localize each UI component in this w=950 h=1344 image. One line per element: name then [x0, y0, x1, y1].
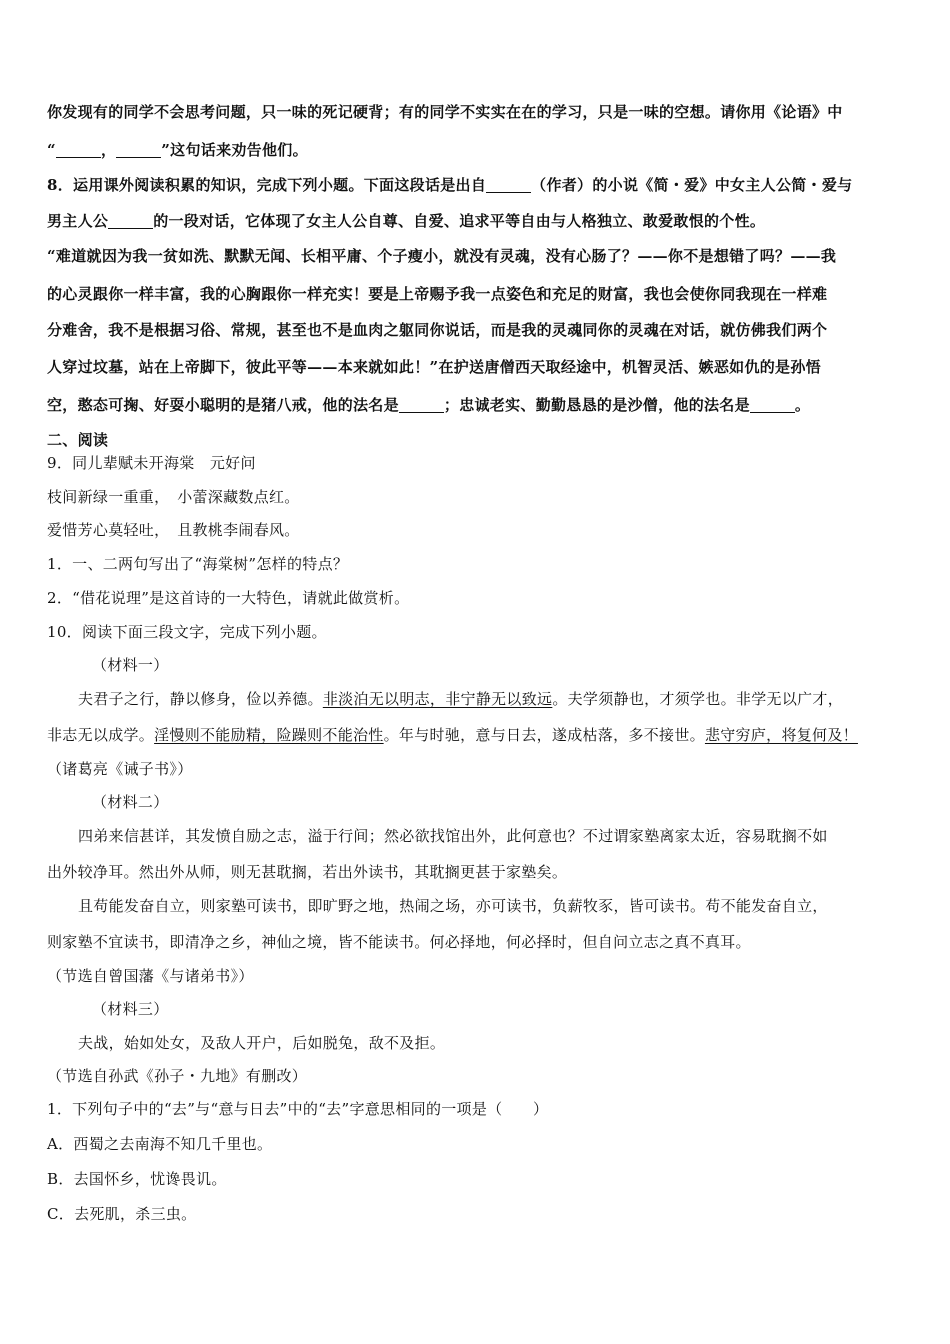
material-2-source: （节选自曾国藩《与诸弟书》） [47, 967, 254, 985]
q8-line-2 [47, 211, 910, 231]
q8-xiyou-1: 在护送唐僧西天取经途中，机智灵活、嫉恶如仇的是孙悟 [438, 358, 821, 376]
q7-line-1: 你发现有的同学不会思考问题，只一味的死记硬背；有的同学不实实在在的学习，只是一味的空想。请你用《论语》中 [47, 103, 843, 121]
q8-text-5a: 空，憨态可掬、好耍小聪明的是猪八戒，他的法名是 [47, 396, 399, 414]
material-2-line-1: 四弟来信甚详，其发愤自励之志，溢于行间；然必欲找馆出外，此何意也？不过谓家塾离家太近，容易耽搁不如 [78, 827, 828, 845]
material-3-label: （材料三） [92, 1000, 169, 1018]
q9-subquestion-2: 2．“借花说理”是这首诗的一大特色，请就此做赏析。 [47, 589, 410, 607]
q8-quote-line-2: 的心灵跟你一样丰富，我的心胸跟你一样充实！要是上帝赐予我一点姿色和充足的财富，我也会使你同我现在一样难 [47, 285, 828, 303]
q8-bajie-blank [399, 397, 444, 413]
q7-line-2 [47, 140, 910, 160]
m1-underlined-3: 悲守穷庐，将复何及！ [704, 726, 858, 744]
q10-title: 10．阅读下面三段文字，完成下列小题。 [47, 623, 327, 641]
q8-line-5 [47, 395, 910, 415]
m1-text-1b: 。夫学须静也，才须学也。非学无以广才， [552, 690, 844, 708]
q8-quote-line-4 [47, 357, 910, 377]
material-2-label: （材料二） [92, 793, 169, 811]
material-2-line-3: 且苟能发奋自立，则家塾可读书，即旷野之地，热闹之场，亦可读书，负薪牧豕，皆可读书。苟不能发奋自立， [78, 897, 828, 915]
q8-quote-end: 人穿过坟墓，站在上帝脚下，彼此平等——本来就如此！” [47, 358, 439, 376]
q9-subquestion-1: 1．一、二两句写出了“海棠树”怎样的特点？ [47, 555, 349, 573]
material-1-label: （材料一） [92, 656, 169, 674]
m1-text-1a: 夫君子之行，静以修身，俭以养德。 [78, 690, 323, 708]
section-heading-reading: 二、阅读 [47, 431, 109, 449]
material-1-source: （诸葛亮《诫子书》） [47, 760, 193, 778]
q8-text-2a: 男主人公 [47, 212, 109, 230]
q8-text-5b: ；忠诚老实、勤勤恳恳的是沙僧，他的法名是 [443, 396, 750, 414]
option-b: B．去国怀乡，忧谗畏讥。 [47, 1170, 227, 1188]
q8-line-1 [47, 175, 910, 195]
option-a: A．西蜀之去南海不知几千里也。 [47, 1135, 273, 1153]
q8-hero-blank [108, 213, 153, 229]
q8-shaseng-blank [750, 397, 795, 413]
m1-underlined-1: 非淡泊无以明志，非宁静无以致远 [322, 690, 553, 708]
m1-underlined-2: 淫慢则不能励精，险躁则不能治性 [154, 726, 384, 744]
q7-blank-1 [56, 142, 101, 158]
material-3-source: （节选自孙武《孙子・九地》有删改） [47, 1067, 308, 1085]
q8-author-blank [486, 177, 531, 193]
q10-subquestion-1: 1．下列句子中的“去”与“意与日去”中的“去”字意思相同的一项是（ ） [47, 1100, 549, 1118]
q8-quote-line-3: 分难舍，我不是根据习俗、常规，甚至也不是血肉之躯同你说话，而是我的灵魂同你的灵魂在对话，就仿佛我们两个 [47, 321, 828, 339]
q9-poem-line-1: 枝间新绿一重重， 小蕾深藏数点红。 [47, 488, 300, 506]
m1-text-2b: 。年与时驰，意与日去，遂成枯落，多不接世。 [383, 726, 705, 744]
material-1-line-2 [47, 725, 910, 745]
q8-text-5c: 。 [794, 396, 811, 414]
q9-title: 9．同儿辈赋未开海棠 元好问 [47, 454, 256, 472]
q7-comma: ， [100, 141, 117, 159]
q8-text-1a: 8．运用课外阅读积累的知识，完成下列小题。下面这段话是出自 [47, 176, 487, 194]
material-3-line-1: 夫战，始如处女，及敌人开户，后如脱兔，敌不及拒。 [78, 1034, 446, 1052]
q9-poem-line-2: 爱惜芳心莫轻吐， 且教桃李闹春风。 [47, 521, 300, 539]
q7-blank-2 [116, 142, 161, 158]
m1-text-2a: 非志无以成学。 [47, 726, 155, 744]
option-c: C．去死肌，杀三虫。 [47, 1205, 197, 1223]
material-2-line-2: 出外较净耳。然出外从师，则无甚耽搁，若出外读书，其耽搁更甚于家塾矣。 [47, 863, 568, 881]
material-2-line-4: 则家塾不宜读书，即清净之乡，神仙之境，皆不能读书。何必择地，何必择时，但自问立志之真不真耳。 [47, 933, 751, 951]
material-1-line-1 [78, 689, 910, 709]
q7-close: ”这句话来劝告他们。 [161, 141, 308, 159]
q8-text-2b: 的一段对话，它体现了女主人公自尊、自爱、追求平等自由与人格独立、敢爱敢恨的个性。 [153, 212, 766, 230]
q7-open-quote: “ [47, 141, 56, 159]
q8-quote-line-1: “难道就因为我一贫如洗、默默无闻、长相平庸、个子瘦小，就没有灵魂，没有心肠了？——你不是想错了吗？——我 [47, 247, 837, 265]
q8-text-1b: （作者）的小说《简・爱》中女主人公简・爱与 [531, 176, 853, 194]
